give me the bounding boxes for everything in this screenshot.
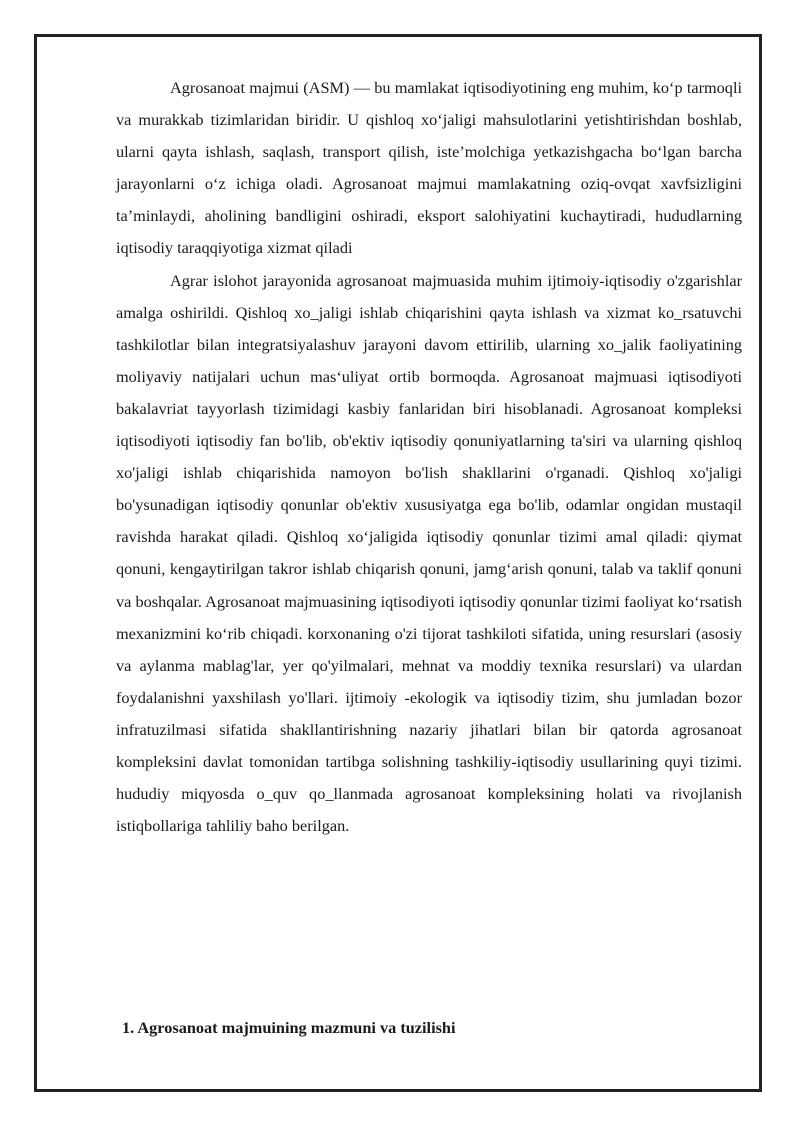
paragraph-agrarian-reform: Agrar islohot jarayonida agrosanoat majmuasida muhim ijtimoiy-iqtisodiy o'zgarishlar amalga oshirildi. Qishloq xo_jaligi ishlab chiqarishini qayta ishlash va xizmat ko_rsatuvchi tashkilotlar bilan integratsiyalashuv jarayoni davom ettirilib, ularning xo_jalik faoliyatining moliyaviy natijalari uchun mas‘uliyat ortib bormoqda. Agrosanoat majmuasi iqtisodiyoti bakalavriat tayyorlash tizimidagi kasbiy fanlaridan biri hisoblanadi. Agrosanoat kompleksi iqtisodiyoti iqtisodiy fan bo'lib, ob'ektiv iqtisodiy qonuniyatlarning ta'siri va ularning qishloq xo'jaligi ishlab chiqarishida namoyon bo'lish shakllarini o'rganadi. Qishloq xo'jaligi bo'ysunadigan iqtisodiy qonunlar ob'ektiv xususiyatga ega bo'lib, odamlar ongidan mustaqil ravishda harakat qiladi. Qishloq xo‘jaligida iqtisodiy qonunlar tizimi amal qiladi: qiymat qonuni, kengaytirilgan takror ishlab chiqarish qonuni, jamg‘arish qonuni, talab va taklif qonuni va boshqalar. Agrosanoat majmuasining iqtisodiyoti iqtisodiy qonunlar tizimi faoliyat ko‘rsatish mexanizmini ko‘rib chiqadi. korxonaning o'zi tijorat tashkiloti sifatida, uning resurslari (asosiy va aylanma mablag'lar, yer qo'yilmalari, mehnat va moddiy texnika resurslari) va ulardan foydalanishni yaxshilash yo'llari. ijtimoiy -ekologik va iqtisodiy tizim, shu jumladan bozor infratuzilmasi sifatida shakllantirishning nazariy jihatlari bilan bir qatorda agrosanoat kompleksini davlat tomonidan tartibga solishning tashkiliy-iqtisodiy usullarining quyi tizimi. hududiy miqyosda o_quv qo_llanmada agrosanoat kompleksining holati va rivojlanish istiqbollariga tahliliy baho berilgan. xyxy=(116,270,742,836)
paragraph-intro: Agrosanoat majmui (ASM) — bu mamlakat iqtisodiyotining eng muhim, ko‘p tarmoqli va murakkab tizimlaridan biridir. U qishloq xo‘jaligi mahsulotlarini yetishtirishdan boshlab, ularni qayta ishlash, saqlash, transport qilish, iste’molchiga yetkazishgacha bo‘lgan barcha jarayonlarni o‘z ichiga oladi. Agrosanoat majmui mamlakatning oziq-ovqat xavfsizligini ta’minlaydi, aholining bandligini oshiradi, eksport salohiyatini kuchaytiradi, hududlarning iqtisodiy taraqqiyotiga xizmat qiladi xyxy=(116,78,742,258)
section-heading: 1. Agrosanoat majmuining mazmuni va tuzilishi xyxy=(122,1018,456,1037)
document-body xyxy=(116,72,742,842)
